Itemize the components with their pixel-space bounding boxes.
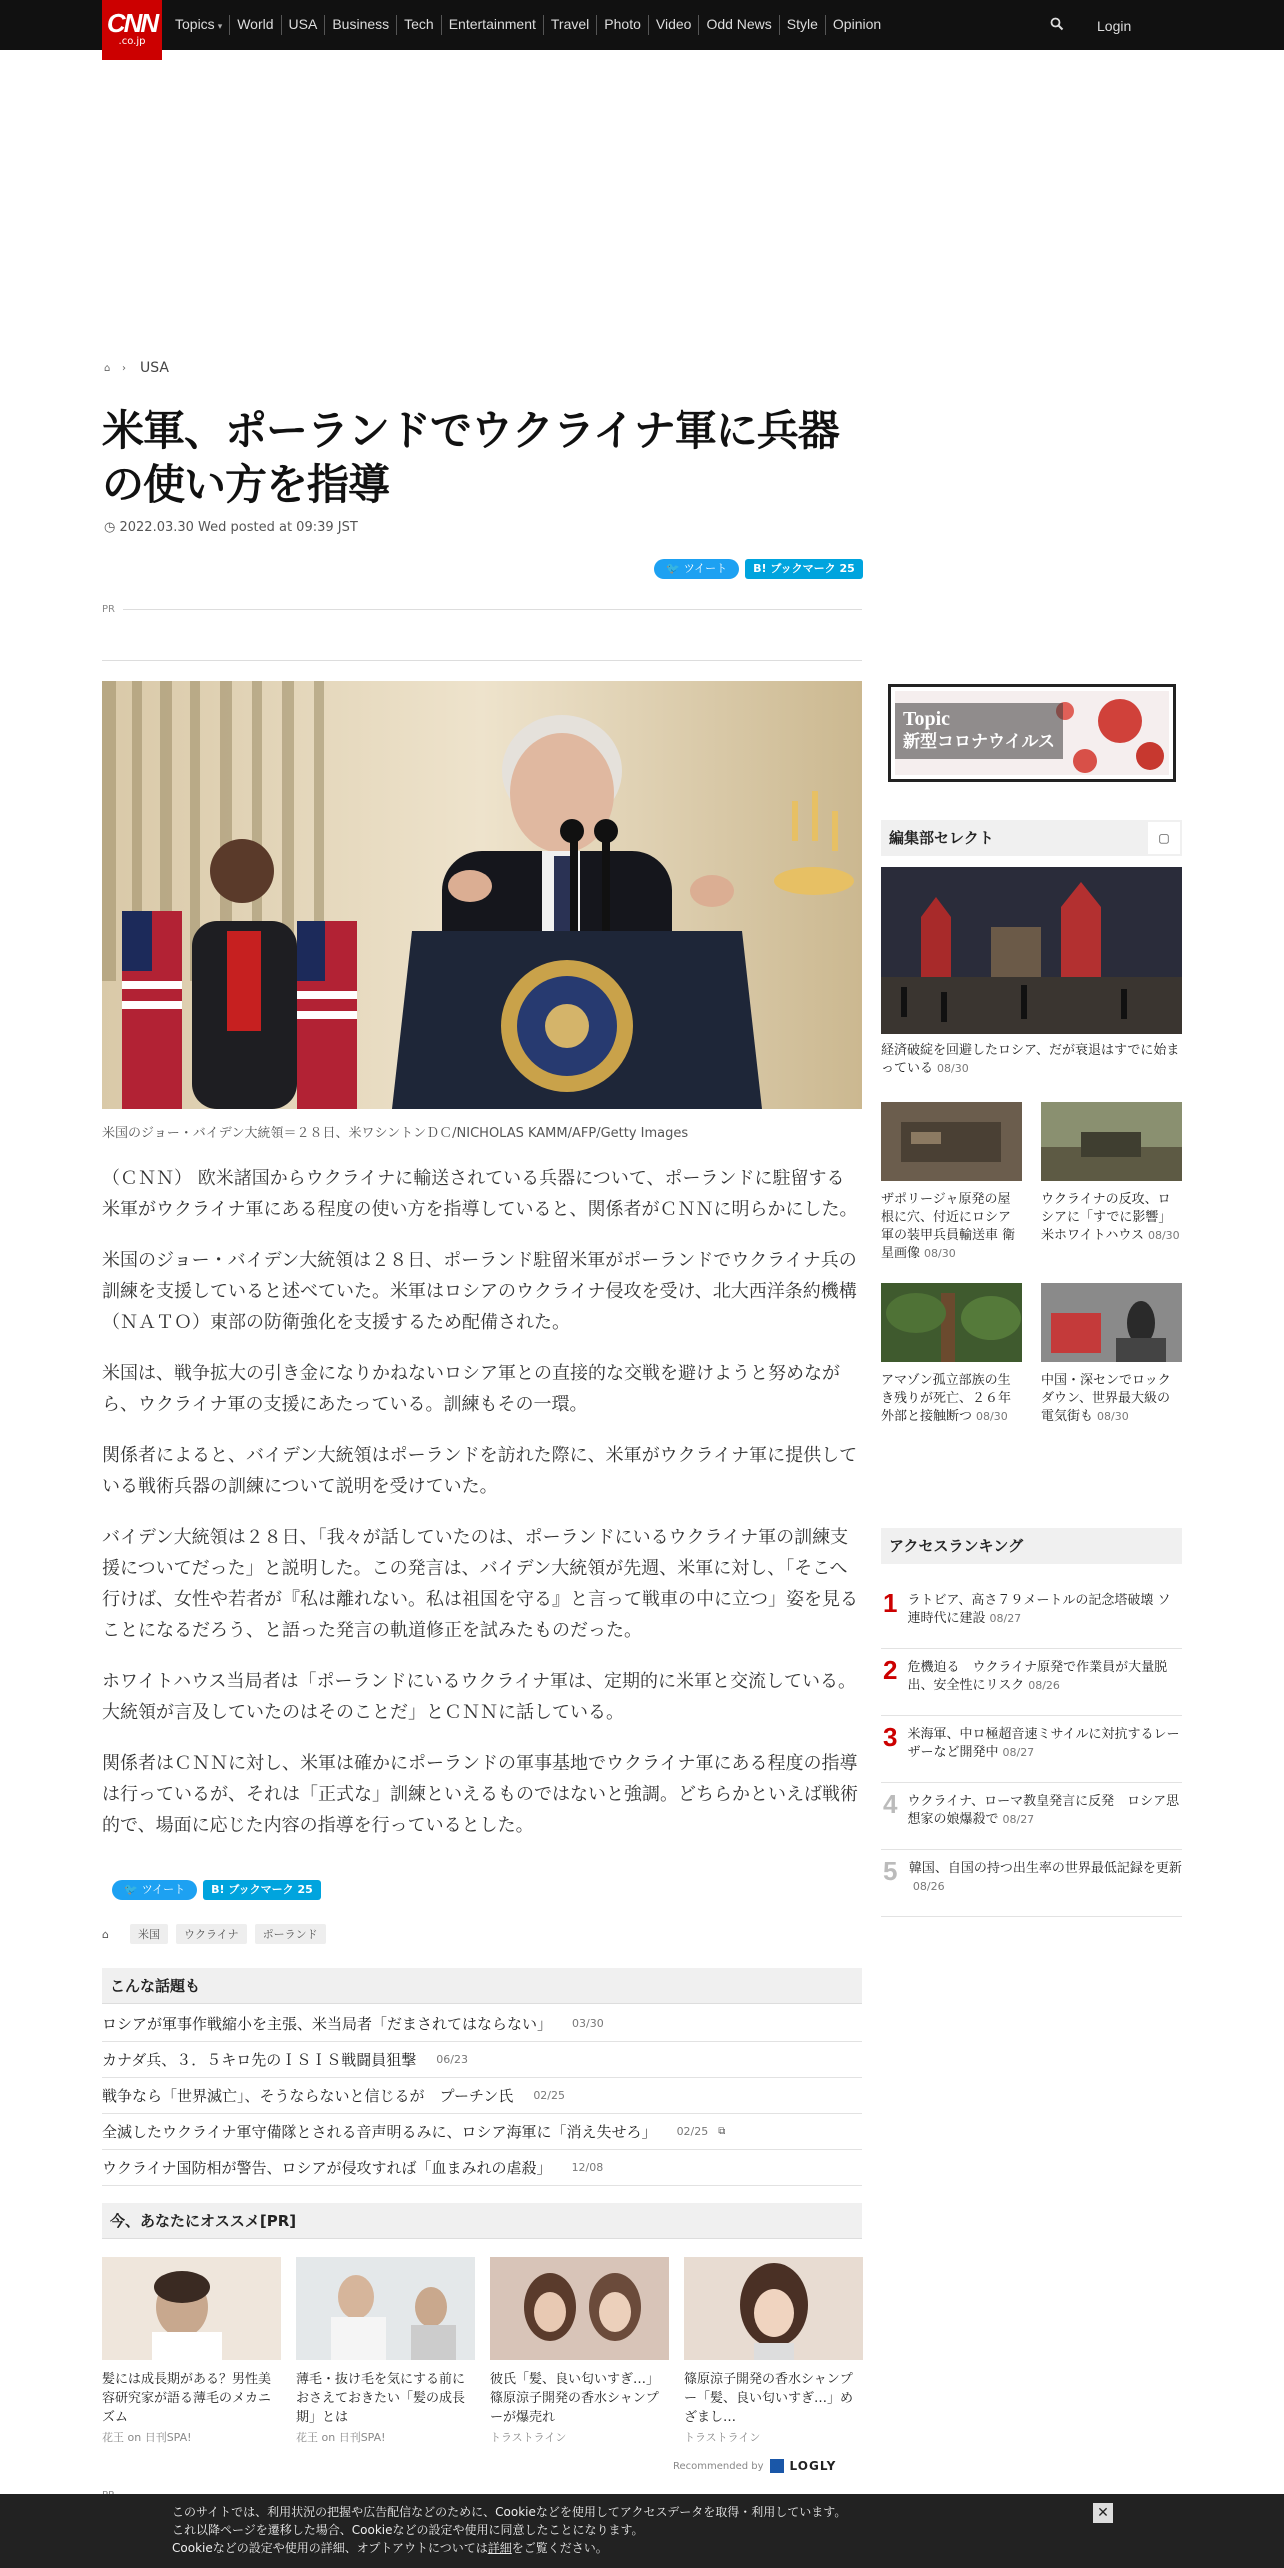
cookie-details-link[interactable]: 詳細 bbox=[487, 2541, 512, 2555]
hatena-bookmark-button[interactable]: B! ブックマーク 25 bbox=[203, 1880, 321, 1900]
recommend-thumbnail bbox=[684, 2257, 863, 2360]
article-paragraph: バイデン大統領は２８日、「我々が話していたのは、ポーランドにいるウクライナ軍の訓練支援についてだった」と説明した。この発言は、バイデン大統領が先週、米軍に対し、「そこへ行けば、女性や若者が『私は離れない。私は祖国を守る』と言って戦車の中に立つ」姿を見ることになるだろう、と語った発言の軌道修正を試みたものだった。 bbox=[102, 1527, 858, 1641]
close-icon[interactable]: ✕ bbox=[1093, 2503, 1113, 2523]
cookie-message: このサイトでは、利用状況の把握や広告配信などのために、Cookieなどを使用してアクセスデータを取得・利用しています。 これ以降ページを遷移した場合、Cookieなどの設定や使用に同意したことになります。 Cookieなどの設定や使用の詳細、オプトアウトについては詳細をご覧ください。 bbox=[172, 2505, 847, 2555]
article-body bbox=[102, 1163, 862, 1861]
chevron-down-icon: ▾ bbox=[217, 21, 223, 31]
editors-thumbnail bbox=[1041, 1102, 1182, 1181]
related-item[interactable]: ウクライナ国防相が警告、ロシアが侵攻すれば「血まみれの虐殺」 12/08 bbox=[102, 2150, 862, 2186]
main-nav bbox=[175, 15, 888, 35]
breadcrumb bbox=[104, 360, 169, 376]
related-list bbox=[102, 2006, 862, 2186]
editors-item[interactable]: ザポリージャ原発の屋根に穴、付近にロシア軍の装甲兵員輸送車 衛星画像 08/30 bbox=[881, 1102, 1022, 1263]
article-photo bbox=[102, 681, 862, 1109]
related-item[interactable]: ロシアが軍事作戦縮小を主張、米当局者「だまされてはならない」 03/30 bbox=[102, 2006, 862, 2042]
tag-poland[interactable]: ポーランド bbox=[255, 1924, 326, 1944]
twitter-bird-icon: 🐦 bbox=[124, 1883, 138, 1896]
article-paragraph: 米国は、戦争拡大の引き金になりかねないロシア軍との直接的な交戦を避けようと努めながら、ウクライナ軍の支援にあたっている。訓練もその一環。 bbox=[102, 1363, 840, 1415]
cnn-logo[interactable] bbox=[102, 0, 162, 60]
chevron-right-icon: › bbox=[122, 363, 126, 374]
recommend-item[interactable]: 篠原涼子開発の香水シャンプー「髪、良い匂いすぎ…」めざまし… トラストライン bbox=[684, 2257, 863, 2445]
home-icon[interactable]: ⌂ bbox=[104, 363, 111, 374]
related-item[interactable]: カナダ兵、３．５キロ先のＩＳＩＳ戦闘員狙撃 06/23 bbox=[102, 2042, 862, 2078]
recommend-heading: 今、あなたにオススメ[PR] bbox=[102, 2203, 862, 2239]
top-header bbox=[0, 0, 1284, 50]
recommend-thumbnail bbox=[102, 2257, 281, 2360]
nav-item-topics[interactable]: Topics ▾ bbox=[175, 16, 223, 32]
nav-item-business[interactable]: Business bbox=[324, 15, 396, 35]
nav-item-travel[interactable]: Travel bbox=[543, 15, 596, 35]
article-paragraph: 米国のジョー・バイデン大統領は２８日、ポーランド駐留米軍がポーランドでウクライナ兵の訓練を支援していると述べていた。米軍はロシアのウクライナ侵攻を受け、北大西洋条約機構（ＮＡＴＯ）東部の防衛強化を支援するため配備された。 bbox=[102, 1250, 857, 1333]
editors-thumbnail bbox=[881, 1102, 1022, 1181]
ranking-item[interactable]: 1 ラトビア、高さ７９メートルの記念塔破壊 ソ連時代に建設 08/27 bbox=[881, 1582, 1182, 1649]
ranking-heading: アクセスランキング bbox=[881, 1528, 1182, 1564]
editors-select-heading: 編集部セレクト ▢ bbox=[881, 820, 1182, 856]
ranking-list bbox=[881, 1582, 1182, 1917]
clock-icon: ◷ bbox=[104, 520, 120, 535]
tweet-button[interactable]: 🐦 ツイート bbox=[112, 1880, 197, 1900]
nav-item-world[interactable]: World bbox=[229, 15, 280, 35]
logo-subtext: .co.jp bbox=[118, 36, 146, 47]
posted-date: ◷ 2022.03.30 Wed posted at 09:39 JST bbox=[104, 520, 358, 535]
share-buttons-top bbox=[654, 559, 863, 579]
editors-main-link[interactable]: 経済破綻を回避したロシア、だが衰退はすでに始まっている 08/30 bbox=[881, 1043, 1180, 1076]
search-icon[interactable] bbox=[1050, 17, 1064, 31]
editors-thumbnail bbox=[1041, 1283, 1182, 1362]
recommend-item[interactable]: 薄毛・抜け毛を気にする前におさえておきたい「髪の成長期」とは 花王 on 日刊SPA! bbox=[296, 2257, 475, 2445]
login-link[interactable]: Login bbox=[1097, 18, 1132, 34]
article-paragraph: 関係者はＣＮＮに対し、米軍は確かにポーランドの軍事基地でウクライナ軍にある程度の指導は行っているが、それは「正式な」訓練といえるものではないと強調。どちらかといえば戦術的で、場面に応じた内容の指導を行っているとした。 bbox=[102, 1753, 858, 1836]
breadcrumb-section[interactable]: USA bbox=[140, 360, 169, 376]
logly-logo-icon bbox=[770, 2459, 784, 2473]
nav-item-entertainment[interactable]: Entertainment bbox=[441, 15, 543, 35]
ranking-item[interactable]: 3 米海軍、中ロ極超音速ミサイルに対抗するレーザーなど開発中 08/27 bbox=[881, 1716, 1182, 1783]
twitter-bird-icon: 🐦 bbox=[666, 562, 680, 575]
ranking-item[interactable]: 5 韓国、自国の持つ出生率の世界最低記録を更新08/26 bbox=[881, 1850, 1182, 1917]
nav-item-photo[interactable]: Photo bbox=[596, 15, 648, 35]
biden-photo-illustration bbox=[102, 681, 862, 1109]
ranking-item[interactable]: 4 ウクライナ、ローマ教皇発言に反発 ロシア思想家の娘爆殺で 08/27 bbox=[881, 1783, 1182, 1850]
related-heading: こんな話題も bbox=[102, 1968, 862, 2004]
photo-caption: 米国のジョー・バイデン大統領＝２８日、米ワシントンＤＣ/NICHOLAS KAMM/AFP/Getty Images bbox=[102, 1126, 689, 1141]
recommend-thumbnail bbox=[490, 2257, 669, 2360]
topic-banner-covid[interactable] bbox=[888, 684, 1176, 782]
editors-main-thumbnail[interactable] bbox=[881, 867, 1182, 1034]
ranking-item[interactable]: 2 危機迫る ウクライナ原発で作業員が大量脱出、安全性にリスク 08/26 bbox=[881, 1649, 1182, 1716]
nav-item-style[interactable]: Style bbox=[779, 15, 825, 35]
tag-ukraine[interactable]: ウクライナ bbox=[176, 1924, 247, 1944]
nav-item-odd-news[interactable]: Odd News bbox=[698, 15, 778, 35]
pr-divider: PR bbox=[102, 604, 862, 615]
article-paragraph: （ＣＮＮ） 欧米諸国からウクライナに輸送されている兵器について、ポーランドに駐留する米軍がウクライナ軍にある程度の使い方を指導していると、関係者がＣＮＮに明らかにした。 bbox=[102, 1168, 858, 1220]
logo-text: CNN bbox=[106, 8, 158, 38]
menu-toggle-icon[interactable]: ▢ bbox=[1148, 822, 1180, 854]
related-item[interactable]: 戦争なら「世界滅亡」、そうならないと信じるが プーチン氏 02/25 bbox=[102, 2078, 862, 2114]
recommend-item[interactable]: 彼氏「髪、良い匂いすぎ…」篠原涼子開発の香水シャンプーが爆売れ トラストライン bbox=[490, 2257, 669, 2445]
recommend-thumbnail bbox=[296, 2257, 475, 2360]
external-link-icon: ⧉ bbox=[718, 2126, 726, 2137]
topic-label: Topic 新型コロナウイルス bbox=[895, 703, 1063, 759]
nav-item-usa[interactable]: USA bbox=[281, 15, 325, 35]
hatena-bookmark-button[interactable]: B! ブックマーク 25 bbox=[745, 559, 863, 579]
editors-item[interactable]: アマゾン孤立部族の生き残りが死亡、２６年外部と接触断つ 08/30 bbox=[881, 1283, 1022, 1426]
editors-item[interactable]: ウクライナの反攻、ロシアに「すでに影響」 米ホワイトハウス 08/30 bbox=[1041, 1102, 1182, 1245]
divider bbox=[102, 660, 862, 661]
recommend-list bbox=[102, 2257, 862, 2445]
editors-thumbnail bbox=[881, 1283, 1022, 1362]
nav-item-video[interactable]: Video bbox=[648, 15, 699, 35]
related-item[interactable]: 全滅したウクライナ軍守備隊とされる音声明るみに、ロシア海軍に「消え失せろ」 02/25 ⧉ bbox=[102, 2114, 862, 2150]
tweet-button[interactable]: 🐦 ツイート bbox=[654, 559, 739, 579]
cookie-banner bbox=[0, 2494, 1284, 2568]
recommended-by: Recommended by LOGLY bbox=[673, 2459, 837, 2473]
article-paragraph: 関係者によると、バイデン大統領はポーランドを訪れた際に、米軍がウクライナ軍に提供している戦術兵器の訓練について説明を受けていた。 bbox=[102, 1445, 858, 1497]
nav-item-opinion[interactable]: Opinion bbox=[825, 15, 888, 35]
tag-us[interactable]: 米国 bbox=[130, 1924, 168, 1944]
tag-list bbox=[102, 1924, 326, 1944]
article-paragraph: ホワイトハウス当局者は「ポーランドにいるウクライナ軍は、定期的に米軍と交流している。大統領が言及していたのはそのことだ」とＣＮＮに話している。 bbox=[102, 1671, 857, 1723]
nav-item-tech[interactable]: Tech bbox=[396, 15, 441, 35]
editors-item[interactable]: 中国・深センでロックダウン、世界最大級の電気街も 08/30 bbox=[1041, 1283, 1182, 1426]
recommend-item[interactable]: 髪には成長期がある？男性美容研究家が語る薄毛のメカニズム 花王 on 日刊SPA! bbox=[102, 2257, 281, 2445]
page-title: 米軍、ポーランドでウクライナ軍に兵器の使い方を指導 bbox=[102, 406, 839, 509]
tag-icon: ⌂ bbox=[102, 1928, 109, 1941]
share-buttons-bottom bbox=[112, 1880, 321, 1900]
